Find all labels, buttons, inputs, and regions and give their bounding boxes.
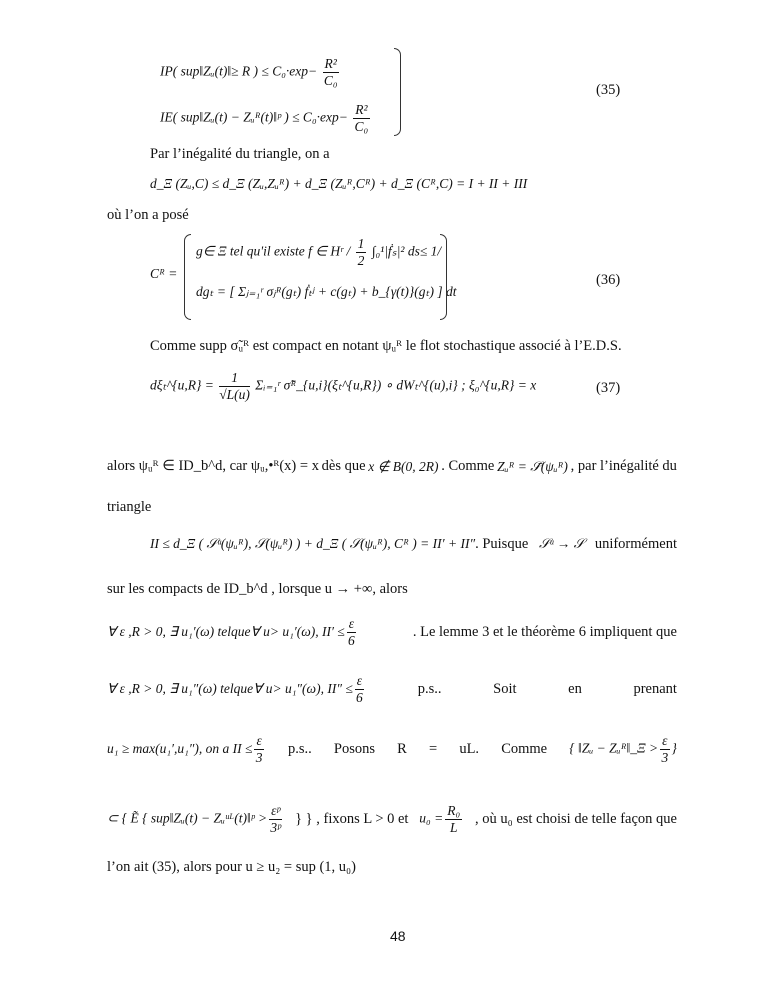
paragraph-line: ∀ ε ,R > 0, ∃ u₁′(ω) telque∀ u> u₁′(ω), II′ ≤ $\frac{\varepsilon}{6}$ . Le lemme 3 et le théorème 6 impliquent que	[107, 616, 677, 648]
paragraph-line: ∀ ε ,R > 0, ∃ u₁″(ω) telque∀ u> u₁″(ω), II″ ≤ $\frac{\varepsilon}{6}$ p.s.. Soit en prenant	[107, 673, 677, 705]
fraction: $\frac{1}{2}$	[357, 236, 365, 268]
page-number: 48	[390, 928, 406, 944]
paragraph-text: Par l’inégalité du triangle, on a	[150, 146, 330, 162]
eq36-line1: g∈ Ξ tel qu'il existe f ∈ Hʳ / $\frac{1}{2}$ ∫₀¹|ḟₛ|² ds≤ 1/	[196, 236, 442, 268]
left-brace	[184, 234, 191, 320]
paragraph-line: II ≤ d_Ξ ( 𝒮ᵘ(ψᵤᴿ), 𝒮(ψᵤᴿ) ) + d_Ξ ( 𝒮(ψᵤᴿ), Cᴿ ) = II′ + II″. Puisque 𝒮ᵘ → 𝒮 uniformément	[150, 536, 677, 552]
paragraph-line: sur les compacts de ID_b^d , lorsque u → +∞, alors	[107, 581, 408, 597]
equation-triangle: d_Ξ (Zᵤ,C) ≤ d_Ξ (Zᵤ,Zᵤᴿ) + d_Ξ (Zᵤᴿ,Cᴿ) + d_Ξ (Cᴿ,C) = I + II + III	[150, 176, 528, 191]
paragraph-line: alors ψᵤᴿ ∈ ID_b^d, car ψᵤ,•ᴿ(x) = x dès que x ∉ B(0, 2R) . Comme Zᵤᴿ = 𝒮̄(ψᵤᴿ) , par l’inégalité du	[107, 458, 677, 474]
equation-number: (37)	[596, 380, 621, 396]
eq36-lhs: Cᴿ =	[150, 266, 178, 281]
right-brace	[394, 48, 401, 136]
eq37: dξₜ^{u,R} = $\frac{1}{√L(u)}$ Σᵢ₌₁ʳ σ̃ᴿ_{u,i}(ξₜ^{u,R}) ∘ dWₜ^{(u),i} ; ξ₀^{u,R} = x	[150, 370, 537, 402]
right-brace	[440, 234, 447, 320]
equation-number: (36)	[596, 272, 621, 288]
paragraph-text: où l’on a posé	[107, 207, 189, 223]
paragraph-line: l’on ait (35), alors pour u ≥ u₂ = sup (1, u₀)	[107, 859, 356, 875]
paragraph-text: Comme supp σ̃ᵤᴿ est compact en notant ψᵤᴿ le flot stochastique associé à l’E.D.S.	[150, 338, 622, 354]
paragraph-line: u₁ ≥ max(u₁′,u₁″), on a II ≤ $\frac{\varepsilon}{3}$ p.s.. Posons R = uL. Comme { ‖Zᵤ − Zᵤᴿ‖_Ξ > $\frac{\varepsilon}{3}$ }	[107, 733, 677, 765]
fraction: $\frac{1}{√L(u)}$	[219, 370, 250, 402]
paragraph-line: ⊂ { Ẽ { sup‖Zᵤ(t) − Zᵤᵘᴸ(t)‖ᵖ > $\frac{\text{εᵖ}}{\text{3ᵖ}}$ } } , fixons L > 0 et u₀ = $\frac{\text{R₀}}{L}$ , où u₀ est choisi de telle façon que	[107, 803, 677, 835]
eq35-line2: IE( sup‖Zᵤ(t) − Zᵤᴿ(t)‖ᵖ ) ≤ C₀·exp− $\frac{\text{R²}}{\text{C₀}}$	[160, 102, 369, 134]
fraction: $\frac{\text{R²}}{\text{C₀}}$	[354, 102, 369, 134]
equation-number: (35)	[596, 82, 621, 98]
fraction: $\frac{\text{R²}}{\text{C₀}}$	[323, 56, 338, 88]
paragraph-line: triangle	[107, 499, 152, 515]
eq36-line2: dgₜ = [ Σⱼ₌₁ʳ σⱼᴿ(gₜ) ḟₜʲ + c(gₜ) + b_{γ(t)}(gₜ) ] dt	[196, 284, 457, 299]
eq35-line1: IP( sup‖Zᵤ(t)‖≥ R ) ≤ C₀·exp− $\frac{\text{R²}}{\text{C₀}}$	[160, 56, 338, 88]
